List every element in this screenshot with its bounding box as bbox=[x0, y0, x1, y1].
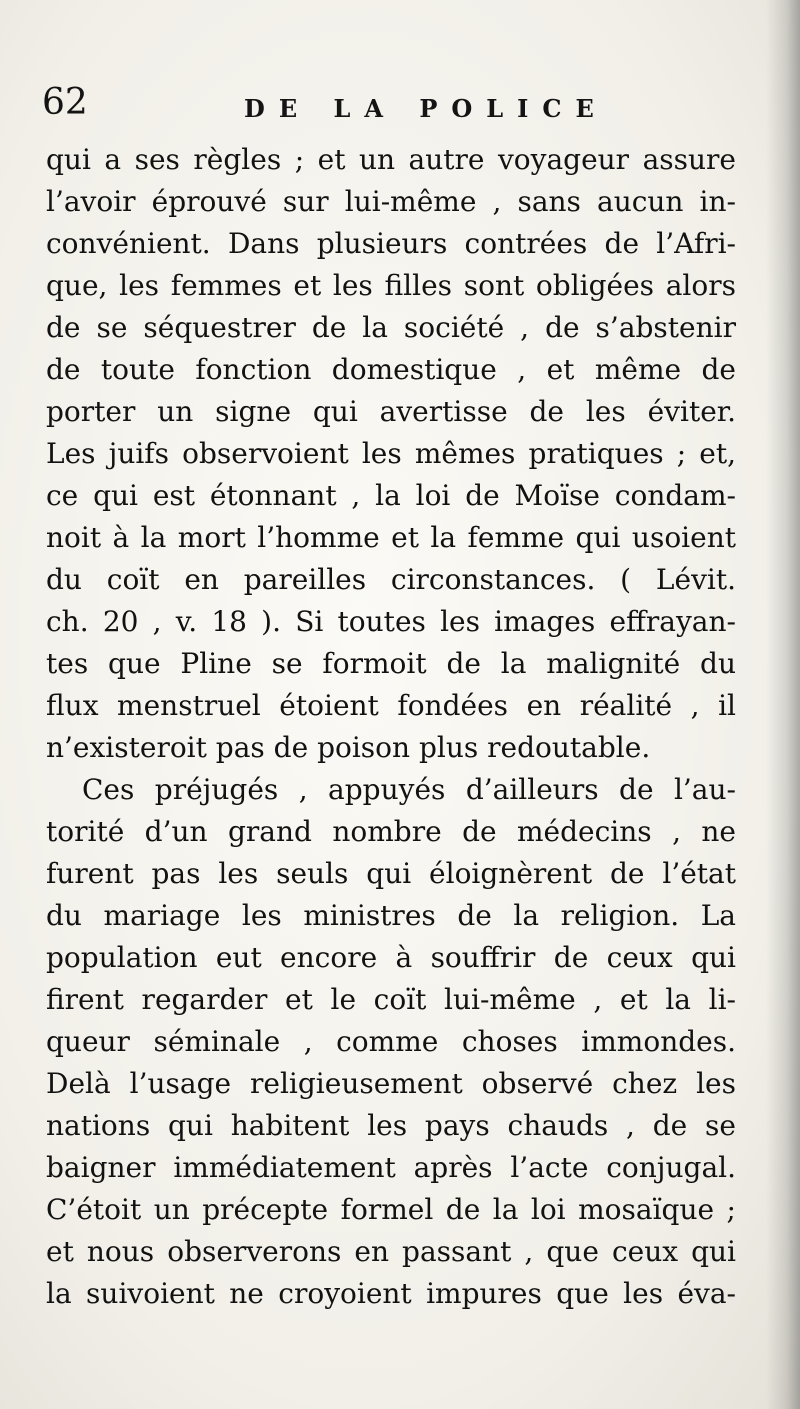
text-line: torité d’un grand nombre de médecins , ne bbox=[46, 815, 736, 848]
text-line: furent pas les seuls qui éloignèrent de l’état bbox=[46, 857, 736, 890]
text-line: population eut encore à souffrir de ceux qui bbox=[46, 941, 736, 974]
text-line: ce qui est étonnant , la loi de Moïse condam- bbox=[46, 479, 736, 512]
text-line: ch. 20 , v. 18 ). Si toutes les images effrayan- bbox=[46, 605, 736, 638]
text-line: Delà l’usage religieusement observé chez les bbox=[46, 1067, 736, 1100]
text-line: qui a ses règles ; et un autre voyageur assure bbox=[46, 143, 736, 176]
text-line: du mariage les ministres de la religion. La bbox=[46, 899, 736, 932]
text-line: du coït en pareilles circonstances. ( Lévit. bbox=[46, 563, 736, 596]
text-line: que, les femmes et les filles sont obligées alors bbox=[46, 269, 736, 302]
text-line: queur séminale , comme choses immondes. bbox=[46, 1025, 736, 1058]
text-line: convénient. Dans plusieurs contrées de l’Afri- bbox=[46, 227, 736, 260]
text-line: et nous observerons en passant , que ceux qui bbox=[46, 1235, 736, 1268]
text-line: Les juifs observoient les mêmes pratiques ; et, bbox=[46, 437, 736, 470]
text-line: C’étoit un précepte formel de la loi mosaïque ; bbox=[46, 1193, 736, 1226]
text-line: la suivoient ne croyoient impures que les éva- bbox=[46, 1277, 736, 1310]
text-line: tes que Pline se formoit de la malignité du bbox=[46, 647, 736, 680]
text-line: de toute fonction domestique , et même de bbox=[46, 353, 736, 386]
text-line: porter un signe qui avertisse de les éviter. bbox=[46, 395, 736, 428]
text-line: noit à la mort l’homme et la femme qui usoient bbox=[46, 521, 736, 554]
text-line: baigner immédiatement après l’acte conjugal. bbox=[46, 1151, 736, 1184]
text-line: nations qui habitent les pays chauds , de se bbox=[46, 1109, 736, 1142]
running-head: DE LA POLICE bbox=[244, 94, 608, 123]
text-line: n’existeroit pas de poison plus redoutable. bbox=[46, 731, 651, 764]
page-header bbox=[34, 80, 734, 130]
text-line: de se séquestrer de la société , de s’abstenir bbox=[46, 311, 736, 344]
page-number: 62 bbox=[42, 82, 88, 123]
page-gutter-shadow bbox=[766, 0, 800, 1409]
body-text bbox=[46, 139, 736, 1315]
text-line: l’avoir éprouvé sur lui-même , sans aucun in- bbox=[46, 185, 736, 218]
text-line: firent regarder et le coït lui-même , et la li- bbox=[46, 983, 736, 1016]
text-line: flux menstruel étoient fondées en réalité , il bbox=[46, 689, 736, 722]
text-line: Ces préjugés , appuyés d’ailleurs de l’au- bbox=[82, 773, 736, 806]
